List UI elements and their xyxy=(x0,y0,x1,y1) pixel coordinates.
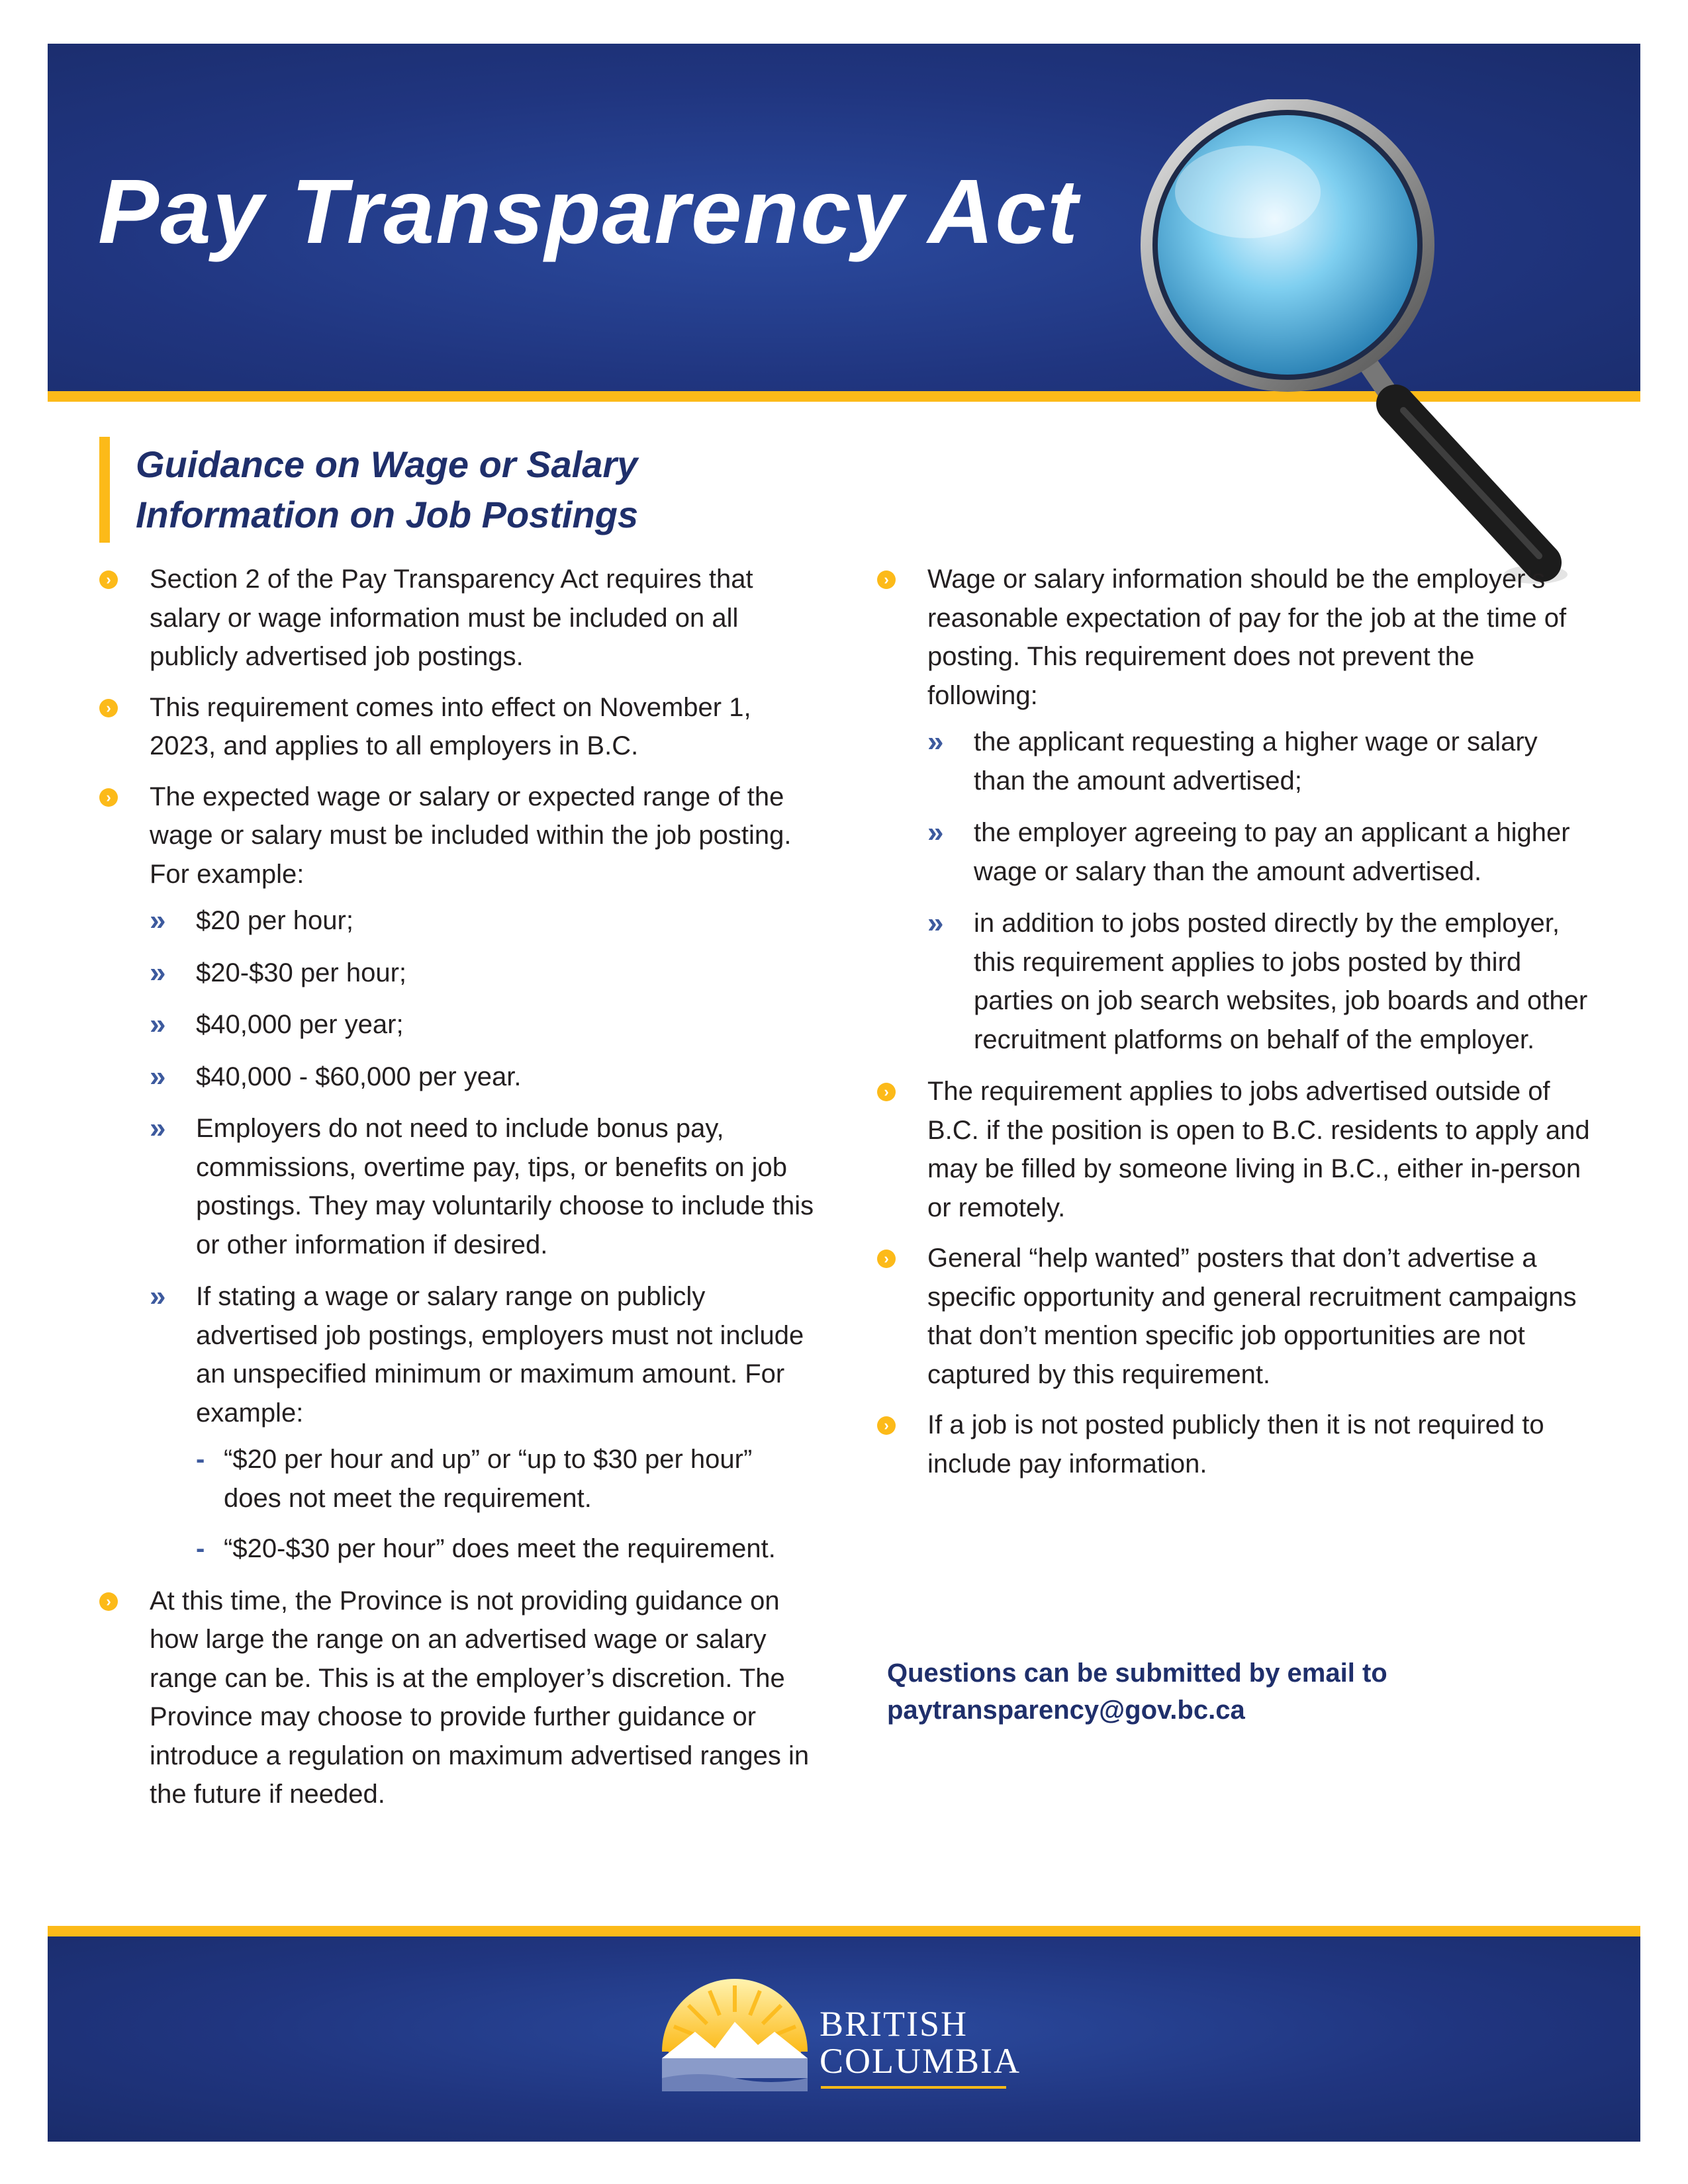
list-item xyxy=(99,1582,814,1814)
list-item xyxy=(877,1072,1592,1227)
circle-chevron-icon: › xyxy=(99,570,118,589)
sub-list-item xyxy=(150,1005,814,1044)
list-item-text: If a job is not posted publicly then it is not required to include pay information. xyxy=(927,1410,1544,1479)
list-item-text: Wage or salary information should be the employer’s reasonable expectation of pay for the job at the time of posting. This requirement does not prevent the following: xyxy=(927,565,1567,710)
list-item xyxy=(99,778,814,1569)
double-chevron-icon: » xyxy=(927,725,944,758)
dash-list-item xyxy=(196,1529,814,1569)
circle-chevron-icon: › xyxy=(877,1083,896,1101)
section-heading-line-1: Guidance on Wage or Salary xyxy=(136,443,638,485)
sub-list-item-text: $40,000 per year; xyxy=(196,1010,404,1039)
contact-text: Questions can be submitted by email to xyxy=(887,1659,1387,1688)
section-heading xyxy=(136,439,798,540)
contact-block xyxy=(887,1655,1549,1729)
sub-list-item-text: Employers do not need to include bonus pay, commissions, overtime pay, tips, or benefits on job postings. They may voluntarily choose to include this or other information if desired. xyxy=(196,1114,814,1259)
section-heading-line-2: Information on Job Postings xyxy=(136,494,639,535)
sub-list-item-text: in addition to jobs posted directly by the employer, this requirement applies to jobs posted by third parties on job search websites, job boards and other recruitment platforms on behalf of the employer. xyxy=(974,909,1588,1054)
double-chevron-icon: » xyxy=(150,1280,166,1312)
double-chevron-icon: » xyxy=(150,1008,166,1040)
right-column xyxy=(877,560,1592,1495)
sub-list-item xyxy=(150,1277,814,1569)
list-item-text: The requirement applies to jobs advertised outside of B.C. if the position is open to B.C. residents to apply and may be filled by someone living in B.C., either in-person or remotely. xyxy=(927,1077,1590,1222)
list-item-text: This requirement comes into effect on November 1, 2023, and applies to all employers in B.C. xyxy=(150,692,751,760)
circle-chevron-icon: › xyxy=(877,1250,896,1268)
sub-list-item-text: $40,000 - $60,000 per year. xyxy=(196,1062,522,1091)
sub-list-item-text: the employer agreeing to pay an applicant a higher wage or salary than the amount advertised. xyxy=(974,818,1570,886)
list-item-text: At this time, the Province is not providing guidance on how large the range on an advertised wage or salary range can be. This is at the employer’s discretion. The Province may choose to provide further guidance or introduce a regulation on maximum advertised ranges in the future if needed. xyxy=(150,1586,810,1809)
double-chevron-icon: » xyxy=(927,907,944,939)
list-item-text: The expected wage or salary or expected range of the wage or salary must be included within the job posting. For example: xyxy=(150,782,792,889)
dash-icon: - xyxy=(196,1445,205,1474)
list-item xyxy=(877,1406,1592,1483)
double-chevron-icon: » xyxy=(927,816,944,848)
sub-list-item-text: the applicant requesting a higher wage or salary than the amount advertised; xyxy=(974,727,1538,796)
list-item xyxy=(877,1239,1592,1394)
footer-gold-stripe xyxy=(48,1926,1640,1936)
list-item xyxy=(99,560,814,676)
sub-list-item xyxy=(927,723,1592,800)
sub-list-item xyxy=(150,1058,814,1097)
sub-list-item xyxy=(927,904,1592,1059)
double-chevron-icon: » xyxy=(150,904,166,936)
double-chevron-icon: » xyxy=(150,956,166,989)
circle-chevron-icon: › xyxy=(877,1416,896,1435)
sub-list-item xyxy=(150,1109,814,1264)
circle-chevron-icon: › xyxy=(99,1592,118,1611)
list-item xyxy=(99,688,814,766)
circle-chevron-icon: › xyxy=(99,788,118,807)
page-title: Pay Transparency Act xyxy=(98,161,1080,263)
bc-wordmark-line-2: COLUMBIA xyxy=(820,2041,1021,2081)
bc-wordmark-underline xyxy=(821,2086,1006,2089)
bc-wordmark xyxy=(820,2005,1021,2079)
sub-list-item xyxy=(927,813,1592,891)
dash-list-item xyxy=(196,1440,814,1518)
contact-email-link[interactable]: paytransparency@gov.bc.ca xyxy=(887,1696,1245,1725)
subhead-accent-bar xyxy=(99,437,110,543)
list-item-text: General “help wanted” posters that don’t advertise a specific opportunity and general recruitment campaigns that don’t mention specific job opportunities are not captured by this requirement. xyxy=(927,1244,1577,1389)
sub-list-item-text: $20-$30 per hour; xyxy=(196,958,407,987)
sub-list-item-text: $20 per hour; xyxy=(196,906,353,935)
dash-list-item-text: “$20 per hour and up” or “up to $30 per hour” does not meet the requirement. xyxy=(224,1445,753,1513)
list-item xyxy=(877,560,1592,1059)
sub-list-item xyxy=(150,954,814,993)
dash-list-item-text: “$20-$30 per hour” does meet the requirement. xyxy=(224,1534,776,1563)
double-chevron-icon: » xyxy=(150,1112,166,1144)
double-chevron-icon: » xyxy=(150,1060,166,1093)
dash-icon: - xyxy=(196,1534,205,1563)
sub-list-item-text: If stating a wage or salary range on publicly advertised job postings, employers must not include an unspecified minimum or maximum amount. For example: xyxy=(196,1282,804,1428)
magnifying-glass-icon xyxy=(1125,99,1628,602)
bc-wordmark-line-1: BRITISH xyxy=(820,2004,968,2044)
circle-chevron-icon: › xyxy=(99,699,118,717)
left-column xyxy=(99,560,814,1826)
list-item-text: Section 2 of the Pay Transparency Act requires that salary or wage information must be included on all publicly advertised job postings. xyxy=(150,565,753,671)
sub-list-item xyxy=(150,901,814,940)
circle-chevron-icon: › xyxy=(877,570,896,589)
